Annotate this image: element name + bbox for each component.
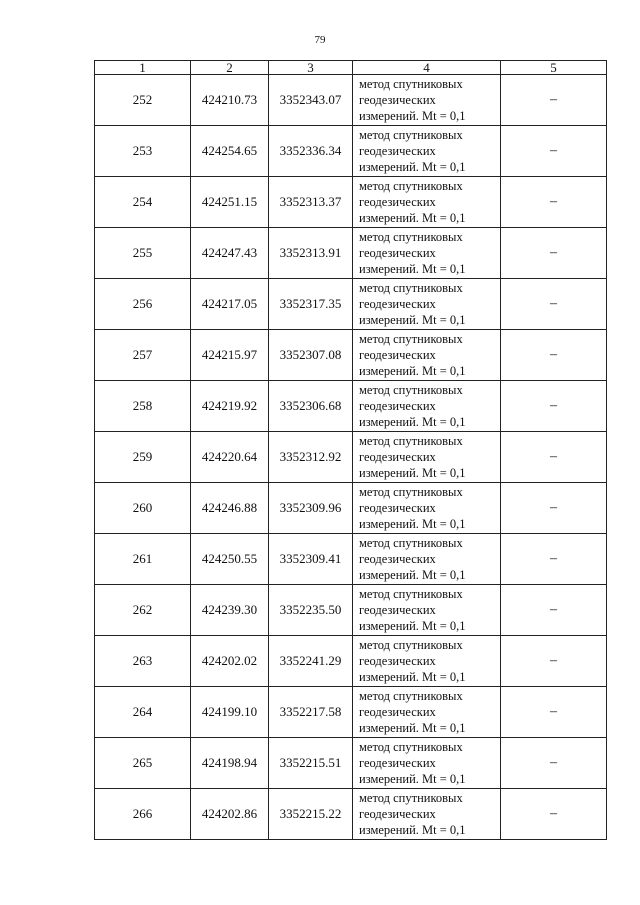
x-coordinate-cell: 424202.02 [191,636,269,687]
method-text-line: метод спутниковых [359,689,463,703]
method-text-line: геодезических [359,399,436,413]
note-cell: – [501,381,607,432]
point-number-cell: 254 [95,177,191,228]
method-text-line: геодезических [359,705,436,719]
y-coordinate-cell: 3352215.22 [269,789,353,840]
table-row [95,381,607,432]
column-header-1: 1 [95,61,191,75]
method-text-line: измерений. Mt = 0,1 [359,619,466,633]
method-cell [353,126,501,177]
method-text-line: метод спутниковых [359,791,463,805]
table-row [95,636,607,687]
method-text-line: метод спутниковых [359,638,463,652]
note-cell: – [501,177,607,228]
note-cell: – [501,228,607,279]
method-text-line: геодезических [359,195,436,209]
method-text-line: метод спутниковых [359,230,463,244]
note-cell: – [501,687,607,738]
coordinates-table [94,60,607,840]
x-coordinate-cell: 424199.10 [191,687,269,738]
method-cell [353,534,501,585]
table-row [95,585,607,636]
method-text-line: метод спутниковых [359,77,463,91]
method-text-line: геодезических [359,807,436,821]
y-coordinate-cell: 3352307.08 [269,330,353,381]
note-cell: – [501,75,607,126]
table-row [95,432,607,483]
y-coordinate-cell: 3352309.41 [269,534,353,585]
table-header [95,61,607,75]
y-coordinate-cell: 3352217.58 [269,687,353,738]
method-text-line: геодезических [359,246,436,260]
method-cell [353,483,501,534]
column-header-4: 4 [353,61,501,75]
method-text-line: измерений. Mt = 0,1 [359,415,466,429]
method-text-line: метод спутниковых [359,179,463,193]
method-text-line: метод спутниковых [359,383,463,397]
method-text-line: метод спутниковых [359,485,463,499]
point-number-cell: 255 [95,228,191,279]
method-cell [353,177,501,228]
column-header-2: 2 [191,61,269,75]
y-coordinate-cell: 3352336.34 [269,126,353,177]
method-text-line: метод спутниковых [359,740,463,754]
page-number: 79 [314,34,326,46]
method-cell [353,330,501,381]
note-cell: – [501,534,607,585]
x-coordinate-cell: 424246.88 [191,483,269,534]
method-cell [353,381,501,432]
method-text-line: метод спутниковых [359,281,463,295]
method-text-line: геодезических [359,144,436,158]
method-text-line: измерений. Mt = 0,1 [359,670,466,684]
note-cell: – [501,789,607,840]
column-header-3: 3 [269,61,353,75]
x-coordinate-cell: 424250.55 [191,534,269,585]
x-coordinate-cell: 424251.15 [191,177,269,228]
method-cell [353,279,501,330]
method-text-line: геодезических [359,654,436,668]
y-coordinate-cell: 3352215.51 [269,738,353,789]
y-coordinate-cell: 3352312.92 [269,432,353,483]
method-text-line: измерений. Mt = 0,1 [359,772,466,786]
method-text-line: измерений. Mt = 0,1 [359,211,466,225]
x-coordinate-cell: 424239.30 [191,585,269,636]
method-text-line: измерений. Mt = 0,1 [359,313,466,327]
point-number-cell: 253 [95,126,191,177]
header-row [95,61,607,75]
x-coordinate-cell: 424198.94 [191,738,269,789]
method-text-line: измерений. Mt = 0,1 [359,517,466,531]
table-row [95,534,607,585]
table-row [95,177,607,228]
point-number-cell: 257 [95,330,191,381]
point-number-cell: 260 [95,483,191,534]
method-text-line: геодезических [359,450,436,464]
method-cell [353,738,501,789]
note-cell: – [501,636,607,687]
table-row [95,228,607,279]
method-text-line: геодезических [359,552,436,566]
method-text-line: измерений. Mt = 0,1 [359,823,466,837]
note-cell: – [501,738,607,789]
y-coordinate-cell: 3352235.50 [269,585,353,636]
method-text-line: геодезических [359,93,436,107]
y-coordinate-cell: 3352241.29 [269,636,353,687]
method-text-line: измерений. Mt = 0,1 [359,721,466,735]
method-cell [353,75,501,126]
table-row [95,330,607,381]
point-number-cell: 262 [95,585,191,636]
table-row [95,75,607,126]
y-coordinate-cell: 3352317.35 [269,279,353,330]
method-text-line: геодезических [359,756,436,770]
point-number-cell: 264 [95,687,191,738]
method-cell [353,789,501,840]
point-number-cell: 259 [95,432,191,483]
table-row [95,738,607,789]
method-text-line: геодезических [359,348,436,362]
table-row [95,687,607,738]
table-body [95,75,607,840]
x-coordinate-cell: 424217.05 [191,279,269,330]
point-number-cell: 265 [95,738,191,789]
point-number-cell: 266 [95,789,191,840]
method-text-line: измерений. Mt = 0,1 [359,160,466,174]
method-text-line: геодезических [359,501,436,515]
note-cell: – [501,330,607,381]
y-coordinate-cell: 3352309.96 [269,483,353,534]
method-text-line: метод спутниковых [359,536,463,550]
y-coordinate-cell: 3352313.91 [269,228,353,279]
x-coordinate-cell: 424220.64 [191,432,269,483]
method-cell [353,228,501,279]
method-text-line: измерений. Mt = 0,1 [359,109,466,123]
note-cell: – [501,432,607,483]
method-cell [353,432,501,483]
table-row [95,483,607,534]
y-coordinate-cell: 3352313.37 [269,177,353,228]
x-coordinate-cell: 424254.65 [191,126,269,177]
note-cell: – [501,585,607,636]
method-text-line: геодезических [359,603,436,617]
table-row [95,126,607,177]
note-cell: – [501,483,607,534]
method-text-line: измерений. Mt = 0,1 [359,568,466,582]
point-number-cell: 263 [95,636,191,687]
x-coordinate-cell: 424210.73 [191,75,269,126]
method-cell [353,636,501,687]
x-coordinate-cell: 424219.92 [191,381,269,432]
column-header-5: 5 [501,61,607,75]
x-coordinate-cell: 424247.43 [191,228,269,279]
method-text-line: измерений. Mt = 0,1 [359,466,466,480]
x-coordinate-cell: 424202.86 [191,789,269,840]
point-number-cell: 256 [95,279,191,330]
method-cell [353,585,501,636]
point-number-cell: 252 [95,75,191,126]
note-cell: – [501,126,607,177]
y-coordinate-cell: 3352343.07 [269,75,353,126]
method-text-line: метод спутниковых [359,128,463,142]
x-coordinate-cell: 424215.97 [191,330,269,381]
method-text-line: измерений. Mt = 0,1 [359,364,466,378]
note-cell: – [501,279,607,330]
method-text-line: метод спутниковых [359,587,463,601]
table-row [95,789,607,840]
method-text-line: метод спутниковых [359,434,463,448]
point-number-cell: 258 [95,381,191,432]
method-text-line: геодезических [359,297,436,311]
method-text-line: измерений. Mt = 0,1 [359,262,466,276]
point-number-cell: 261 [95,534,191,585]
method-text-line: метод спутниковых [359,332,463,346]
method-cell [353,687,501,738]
table-row [95,279,607,330]
y-coordinate-cell: 3352306.68 [269,381,353,432]
